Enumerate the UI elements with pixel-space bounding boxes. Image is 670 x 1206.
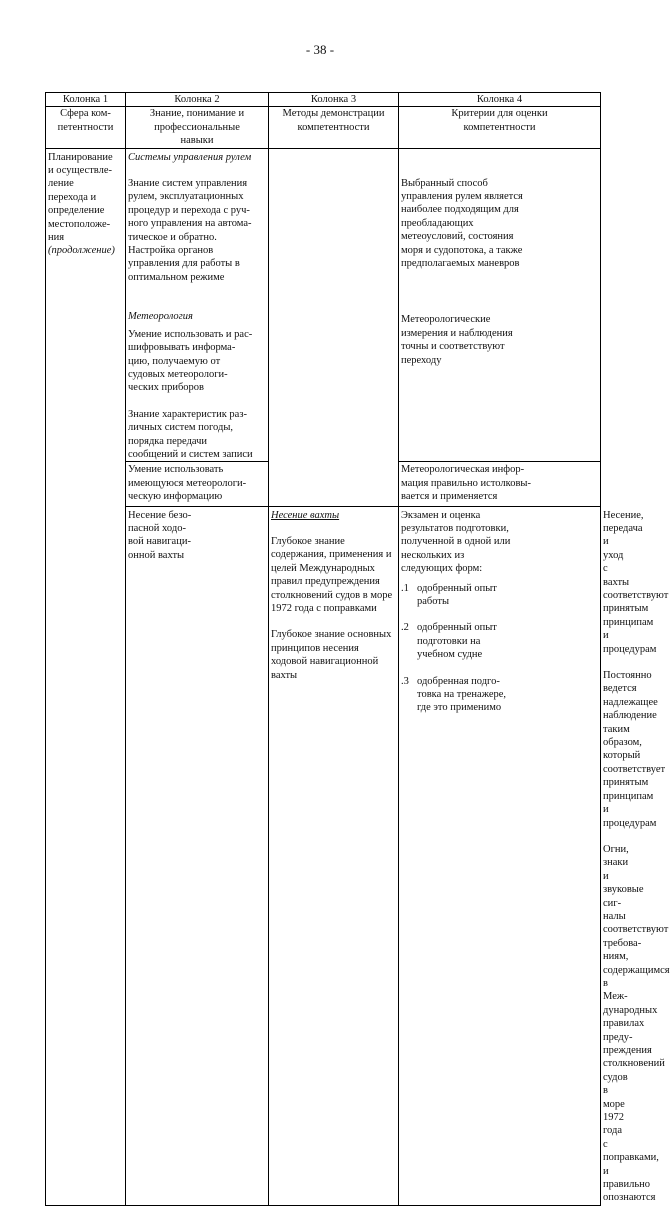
method-option (401, 675, 598, 715)
competence-area-header: Сфера ком- петентности (46, 107, 126, 148)
column-4-header: Колонка 4 (399, 93, 601, 107)
column-title-row (46, 107, 601, 148)
method-option (401, 621, 598, 661)
method-option (401, 582, 598, 609)
methods-cell (269, 148, 399, 506)
methods-cell (399, 506, 601, 1205)
page-number: - 38 - (305, 42, 335, 57)
column-number-row (46, 93, 601, 107)
steering-heading: Системы управления рулем (128, 151, 252, 163)
option-text: одобренная подго- товка на тренажере, где это применимо (417, 675, 507, 714)
option-text: одобренный опыт работы (417, 582, 497, 607)
watch-principles-knowledge: Глубокое знание основных принципов несения ходовой навигационной вахты (271, 629, 392, 681)
column-2-header: Колонка 2 (126, 93, 269, 107)
meteo-info-ability: Умение использовать имеющуюся метеорологи- ческую информацию (126, 462, 269, 506)
colregs-knowledge: Глубокое знание содержания, применения и целей Международных правил предупреждения столкновений судов в море 1972 года с поправками (271, 535, 393, 614)
continued-note: (продолжение) (48, 245, 115, 257)
meteo-ability: Умение использовать и рас- шифровывать информа- цию, получаемую от судовых метеорологи- ческих приборов (128, 328, 253, 394)
table-row: Несение безо- пасной ходо- вой навигаци- онной вахты Несение вахты Глубокое знание содержания, применения и целей Международных правил предупреждения столкновений судов в море 1972 года с поправками Глубокое знание основных принципов несения ходовой навигационной вахты Экзамен и оценка результатов подготовки, полученной в одной или нескольких из следующих форм: .1 одобренный опыт работы .2 одобренный опыт подготовки на учебном судне .3 одобренная подго- товка на тренажере, где это применимо Несение, передача и уход с вахты соответствуют принятым принципам и процедурам Постоянно ведется надлежащее наблюдение таким образом, который соответствует принятым принципам и процедурам Огни, знаки и звуковые сиг- налы соответствуют требова- ниям, содержащимся в Меж- дународных правилах преду- преждения столкновений судов в море 1972 года с поправками, и правильно опознаются (46, 506, 601, 1205)
option-number: .1 (401, 582, 409, 594)
column-3-header: Колонка 3 (269, 93, 399, 107)
competence-cell: Несение безо- пасной ходо- вой навигаци- онной вахты (126, 506, 269, 1205)
knowledge-cell (269, 506, 399, 1205)
competence-table (45, 92, 670, 1206)
weather-knowledge: Знание характеристик раз- личных систем погоды, порядка передачи сообщений и систем записи (128, 408, 253, 460)
knowledge-cell (126, 148, 269, 462)
competence-cell (46, 148, 126, 1205)
option-number: .2 (401, 622, 409, 634)
steering-criteria: Выбранный способ управления рулем является наиболее подходящим для преобладающих метеоусловий, состояния моря и судопотока, а также предполагаемых маневров (401, 177, 523, 270)
criteria-cell (399, 148, 601, 462)
meteorology-heading: Метеорология (128, 311, 193, 323)
option-number: .3 (401, 675, 409, 687)
column-1-header: Колонка 1 (46, 93, 126, 107)
option-text: одобренный опыт подготовки на учебном судне (417, 622, 497, 661)
meteo-ability-criteria: Метеорологические измерения и наблюдения точны и соответствуют переходу (401, 314, 513, 366)
methods-header: Методы демонстрации компетентности (269, 107, 399, 148)
table-row (46, 148, 601, 462)
competence-text: Планирование и осуществле- ление перехода и определение местоположе- ния (48, 151, 113, 244)
methods-intro: Экзамен и оценка результатов подготовки, полученной в одной или нескольких из следующих форм: (401, 509, 511, 575)
steering-knowledge: Знание систем управления рулем, эксплуатационных процедур и перехода с руч- ного управления на автома- тическое и обратно. Настройка органов управления для работы в оптимальном режиме (128, 178, 252, 283)
knowledge-header: Знание, понимание и профессиональные навыки (126, 107, 269, 148)
watch-heading: Несение вахты (271, 509, 340, 521)
criteria-header: Критерии для оценки компетентности (399, 107, 601, 148)
meteo-info-criteria: Метеорологическая инфор- мация правильно истолковы- вается и применяется (399, 462, 601, 506)
